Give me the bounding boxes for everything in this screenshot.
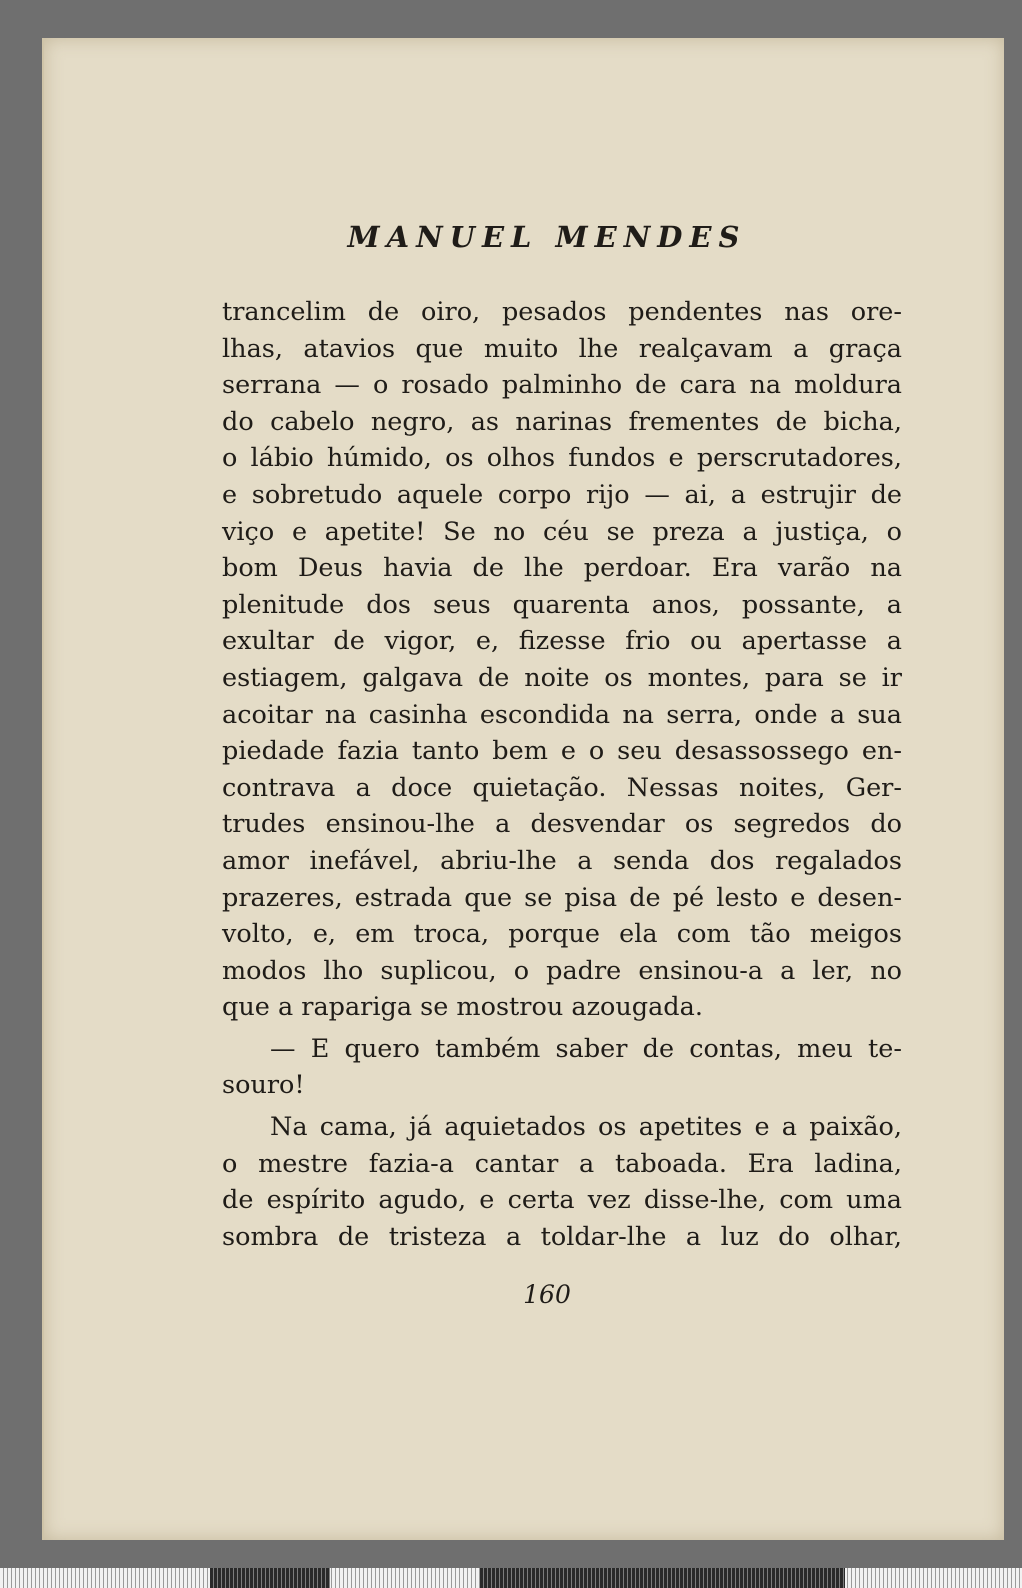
ruler-dark-segment xyxy=(480,1568,845,1588)
text-line: lhas, atavios que muito lhe realçavam a graça xyxy=(222,333,902,364)
text-line: sombra de tristeza a toldar-lhe a luz do olhar, xyxy=(222,1221,902,1252)
text-line: o mestre fazia-a cantar a taboada. Era ladina, xyxy=(222,1148,902,1179)
text-line: viço e apetite! Se no céu se preza a justiça, o xyxy=(222,516,902,547)
page-number: 160 xyxy=(523,1280,571,1309)
text-line: souro! xyxy=(222,1070,305,1101)
text-line: piedade fazia tanto bem e o seu desassossego en- xyxy=(222,736,902,767)
text-line: bom Deus havia de lhe perdoar. Era varão na xyxy=(222,553,902,584)
text-line: volto, e, em troca, porque ela com tão meigos xyxy=(222,919,902,950)
text-line: exultar de vigor, e, fizesse frio ou apertasse a xyxy=(222,626,902,657)
text-line: do cabelo negro, as narinas frementes de bicha, xyxy=(222,406,902,437)
text-line: acoitar na casinha escondida na serra, onde a sua xyxy=(222,699,902,730)
text-line: contrava a doce quietação. Nessas noites, Ger- xyxy=(222,772,902,803)
ruler-dark-segment xyxy=(210,1568,330,1588)
text-line: Na cama, já aquietados os apetites e a paixão, xyxy=(270,1112,902,1143)
text-line: e sobretudo aquele corpo rijo — ai, a estrujir de xyxy=(222,479,902,510)
text-line: plenitude dos seus quarenta anos, possante, a xyxy=(222,589,902,620)
text-line: serrana — o rosado palminho de cara na moldura xyxy=(222,370,902,401)
text-line: prazeres, estrada que se pisa de pé lesto e desen- xyxy=(222,882,902,913)
text-line: trudes ensinou-lhe a desvendar os segredos do xyxy=(222,809,902,840)
text-line: modos lho suplicou, o padre ensinou-a a ler, no xyxy=(222,955,902,986)
text-line: que a rapariga se mostrou azougada. xyxy=(222,992,703,1023)
body-text xyxy=(222,294,902,1255)
book-page xyxy=(42,38,1004,1540)
text-line: trancelim de oiro, pesados pendentes nas ore- xyxy=(222,297,902,327)
text-line: o lábio húmido, os olhos fundos e perscrutadores, xyxy=(222,443,902,474)
scan-ruler-strip xyxy=(0,1568,1022,1588)
text-line: — E quero também saber de contas, meu te- xyxy=(270,1033,902,1064)
text-line: estiagem, galgava de noite os montes, para se ir xyxy=(222,662,902,693)
text-line: amor inefável, abriu-lhe a senda dos regalados xyxy=(222,845,902,876)
text-line: de espírito agudo, e certa vez disse-lhe, com uma xyxy=(222,1185,902,1216)
running-head: MANUEL MENDES xyxy=(347,220,747,254)
